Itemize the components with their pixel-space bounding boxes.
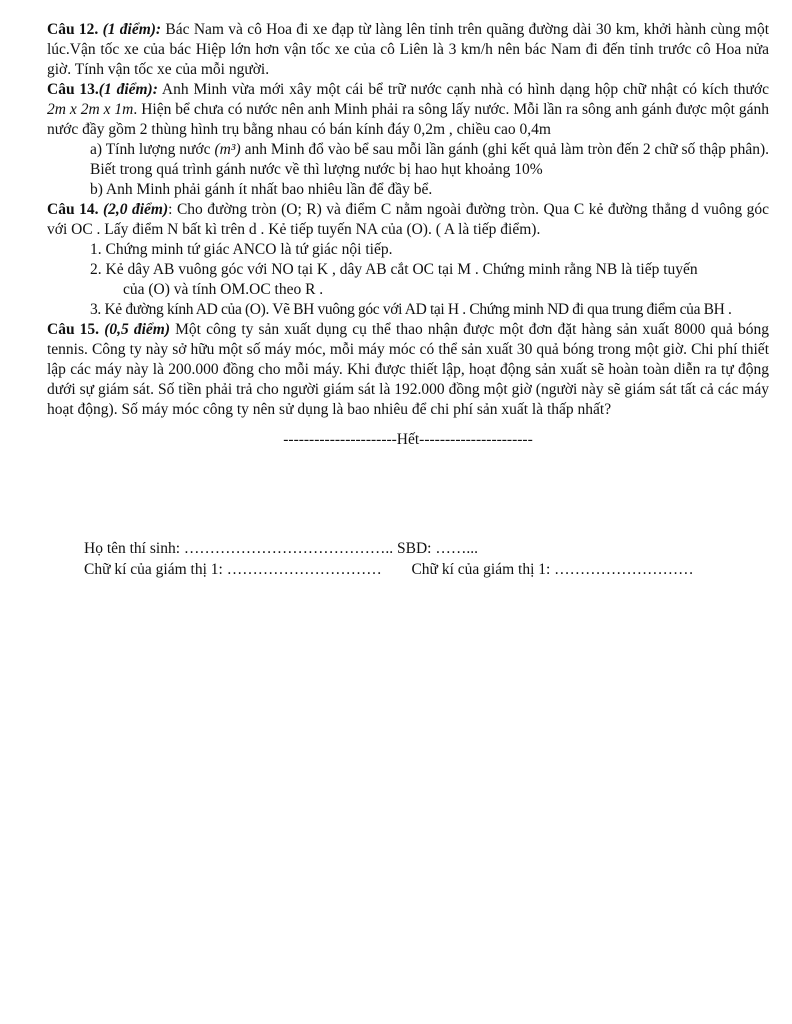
points-label: (0,5 điểm) xyxy=(104,321,170,338)
question-label: Câu 13. xyxy=(47,81,99,98)
signature-line-1: Chữ kí của giám thị 1: ………………………… xyxy=(84,561,382,578)
question-13 xyxy=(47,80,769,140)
question-14-item-1: 1. Chứng minh tứ giác ANCO là tứ giác nội tiếp. xyxy=(90,241,393,258)
question-15 xyxy=(47,320,769,420)
part-a-text-cont: anh Minh đổ vào bể sau mỗi lần gánh (ghi kết quả làm tròn đến 2 chữ số thập phân). Biết trong quá trình gánh nước về thì lượng nước bị hao hụt khoảng 10% xyxy=(90,141,770,178)
math-dimensions: 2m x 2m x 1m xyxy=(47,101,134,118)
question-label: Câu 14. xyxy=(47,201,99,218)
signature-lines xyxy=(84,559,694,580)
question-text: Bác Nam và cô Hoa đi xe đạp từ làng lên tỉnh trên quãng đường dài 30 km, khởi hành cùng một lúc.Vận tốc xe của bác Hiệp lớn hơn vận tốc xe của cô Liên là 3 km/h nên bác Nam đi đến tỉnh trước cô Hoa nửa giờ. Tính vận tốc xe của mỗi người. xyxy=(47,21,770,78)
part-a-text: a) Tính lượng nước xyxy=(90,141,211,158)
question-14 xyxy=(47,200,769,240)
question-text: : Cho đường tròn (O; R) và điểm C nằm ngoài đường tròn. Qua C kẻ đường thẳng d vuông góc với OC . Lấy điểm N bất kì trên d . Kẻ tiếp tuyến NA của (O). ( A là tiếp điểm). xyxy=(47,201,769,238)
candidate-info xyxy=(84,538,694,580)
question-14-item-2: 2. Kẻ dây AB vuông góc với NO tại K , dây AB cắt OC tại M . Chứng minh rằng NB là tiếp tuyến xyxy=(90,261,698,278)
question-label: Câu 15. xyxy=(47,321,100,338)
question-13-part-a xyxy=(47,140,769,180)
question-label: Câu 12. xyxy=(47,21,99,38)
question-text: Một công ty sản xuất dụng cụ thể thao nhận được một đơn đặt hàng sản xuất 8000 quả bóng tennis. Công ty này sở hữu một số máy móc, mỗi máy móc có thể sản xuất 30 quả bóng trong một giờ. Chi phí thiết lập các máy này là 200.000 đồng cho mỗi máy. Khi được thiết lập, hoạt động sản xuất sẽ hoàn toàn diễn ra tự động dưới sự giám sát. Số tiền phải trả cho người giám sát là 192.000 đồng một giờ (người này sẽ giám sát tất cả các máy hoạt động). Số máy móc công ty nên sử dụng là bao nhiêu để chi phí sản xuất là thấp nhất? xyxy=(47,321,769,418)
question-13-part-b: b) Anh Minh phải gánh ít nhất bao nhiêu lần để đầy bể. xyxy=(90,181,433,198)
question-text-cont: . Hiện bể chưa có nước nên anh Minh phải ra sông lấy nước. Mỗi lần ra sông anh gánh được một gánh nước đầy gồm 2 thùng hình trụ bằng nhau có bán kính đáy 0,2m , chiều cao 0,4m xyxy=(47,101,770,138)
points-label: (1 điểm): xyxy=(102,21,162,38)
points-label: (2,0 điểm) xyxy=(102,201,169,218)
question-14-item-3: 3. Kẻ đường kính AD của (O). Vẽ BH vuông góc với AD tại H . Chứng minh ND đi qua trung điểm của BH . xyxy=(90,301,732,318)
question-14-item-2-cont: của (O) và tính OM.OC theo R . xyxy=(123,281,324,298)
math-unit: (m³) xyxy=(214,141,241,158)
question-text: Anh Minh vừa mới xây một cái bể trữ nước cạnh nhà có hình dạng hộp chữ nhật có kích thước xyxy=(161,81,769,98)
end-marker: ----------------------Hết---------------------- xyxy=(283,431,533,448)
signature-line-2: Chữ kí của giám thị 1: ……………………… xyxy=(411,561,694,578)
question-12 xyxy=(47,20,769,80)
points-label: (1 điểm): xyxy=(98,81,158,98)
candidate-name-line: Họ tên thí sinh: ………………………………….. SBD: ……... xyxy=(84,540,478,557)
exam-page xyxy=(47,20,769,450)
